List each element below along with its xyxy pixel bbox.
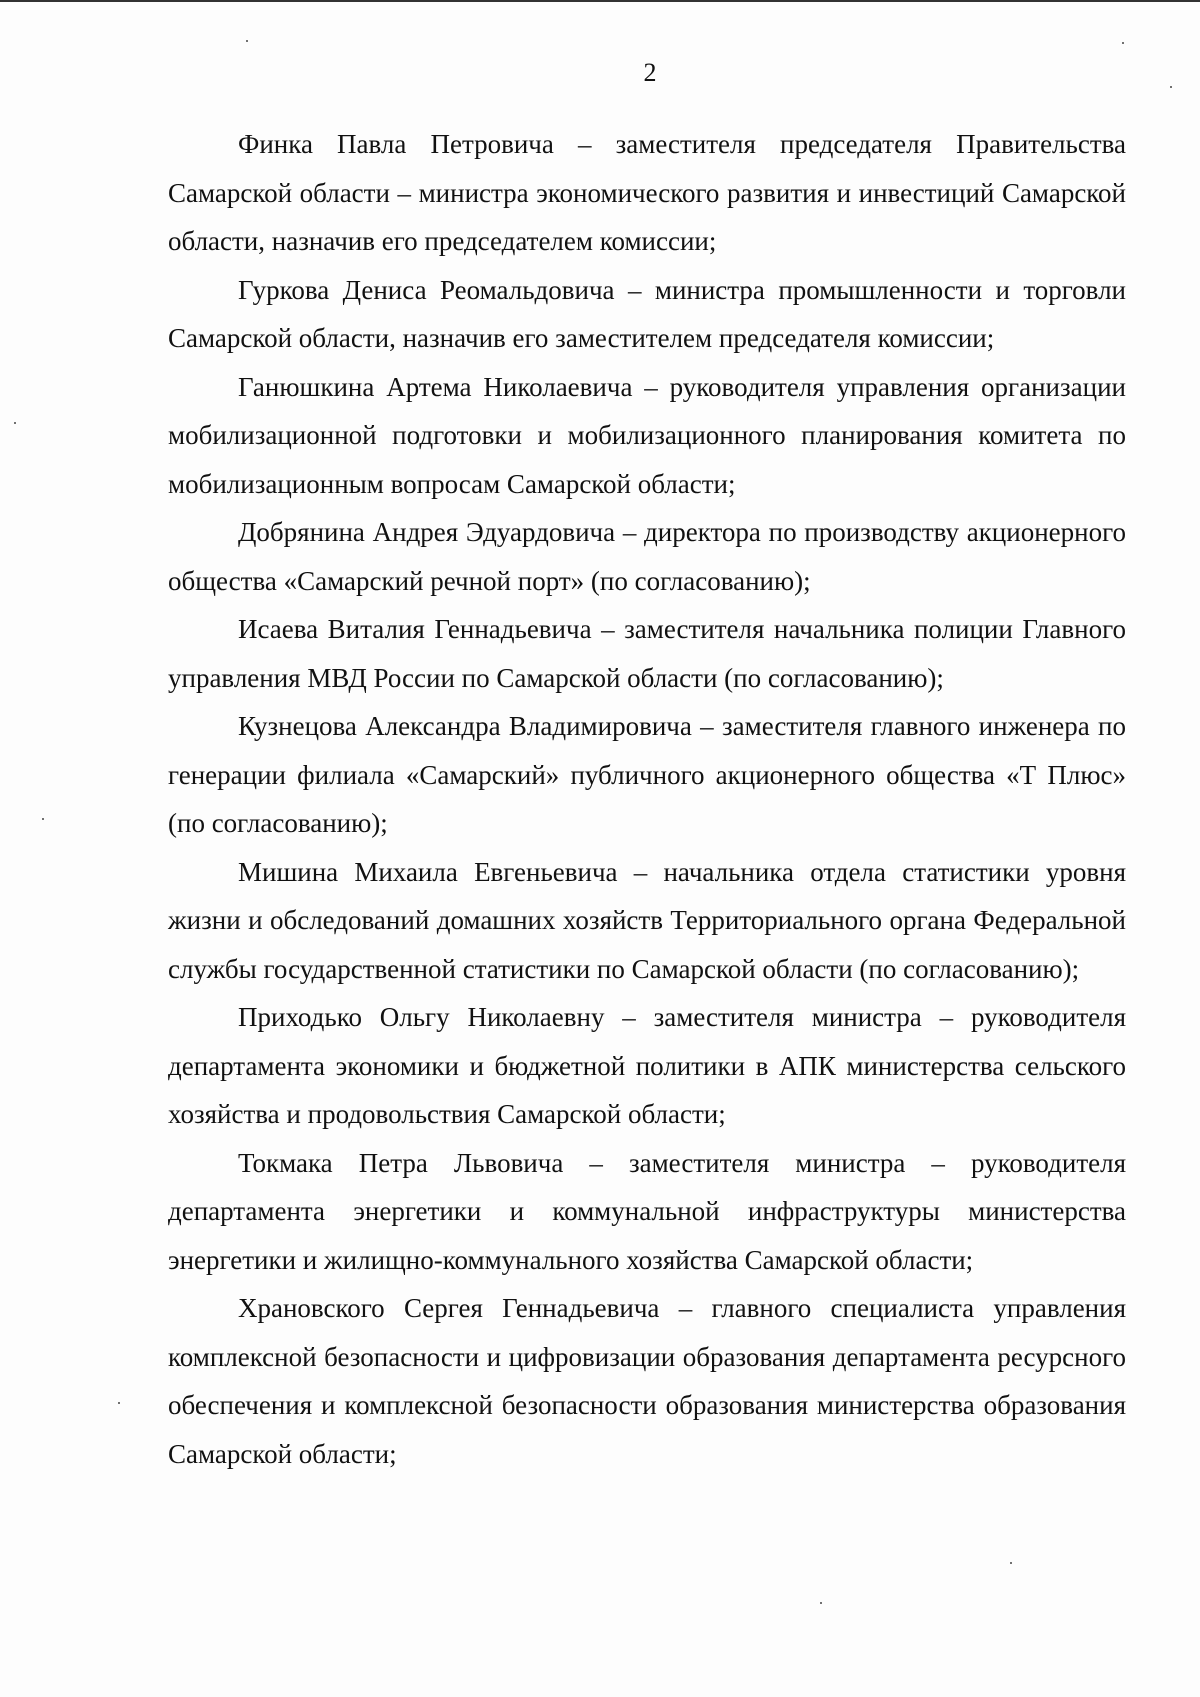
member-entry-tokmak: Токмака Петра Львовича – заместителя министра – руководителя департамента энергетики и коммунальной инфраструктуры министерства энергетики и жилищно-коммунального хозяйства Самарской области; <box>168 1147 1126 1275</box>
scan-speck <box>1010 1562 1012 1564</box>
member-entry-mishin: Мишина Михаила Евгеньевича – начальника отдела статистики уровня жизни и обследований домашних хозяйств Территориального органа Федеральной службы государственной статистики по Самарской области (по согласованию); <box>168 856 1126 984</box>
member-entry-kuznetsov: Кузнецова Александра Владимировича – заместителя главного инженера по генерации филиала «Самарский» публичного акционерного общества «Т Плюс» (по согласованию); <box>168 711 1126 838</box>
scan-speck <box>1170 86 1172 88</box>
member-entry-ganyushkin: Ганюшкина Артема Николаевича – руководителя управления организации мобилизационной подготовки и мобилизационного планирования комитета по мобилизационным вопросам Самарской области; <box>168 371 1126 499</box>
page-number: 2 <box>643 58 657 87</box>
scan-speck <box>1122 42 1124 44</box>
scan-speck <box>246 40 248 42</box>
scan-speck <box>118 1402 120 1404</box>
member-entry-isaev: Исаева Виталия Геннадьевича – заместителя начальника полиции Главного управления МВД России по Самарской области (по согласованию); <box>168 614 1126 693</box>
scan-speck <box>14 422 16 424</box>
member-entry-prikhodko: Приходько Ольгу Николаевну – заместителя министра – руководителя департамента экономики и бюджетной политики в АПК министерства сельского хозяйства и продовольствия Самарской области; <box>168 1002 1126 1129</box>
member-entry-dobryanin: Добрянина Андрея Эдуардовича – директора по производству акционерного общества «Самарский речной порт» (по согласованию); <box>168 517 1126 596</box>
member-entry-khranovsky: Храновского Сергея Геннадьевича – главного специалиста управления комплексной безопасности и цифровизации образования департамента ресурсного обеспечения и комплексной безопасности образования министерства образования Самарской области; <box>168 1293 1126 1469</box>
scan-speck <box>820 1602 822 1604</box>
scan-speck <box>42 818 44 820</box>
member-entry-gurkov: Гуркова Дениса Реомальдовича – министра промышленности и торговли Самарской области, назначив его заместителем председателя комиссии; <box>168 274 1126 353</box>
member-entry-fink: Финка Павла Петровича – заместителя председателя Правительства Самарской области – министра экономического развития и инвестиций Самарской области, назначив его председателем комиссии; <box>168 129 1126 256</box>
document-body <box>168 120 1126 1478</box>
